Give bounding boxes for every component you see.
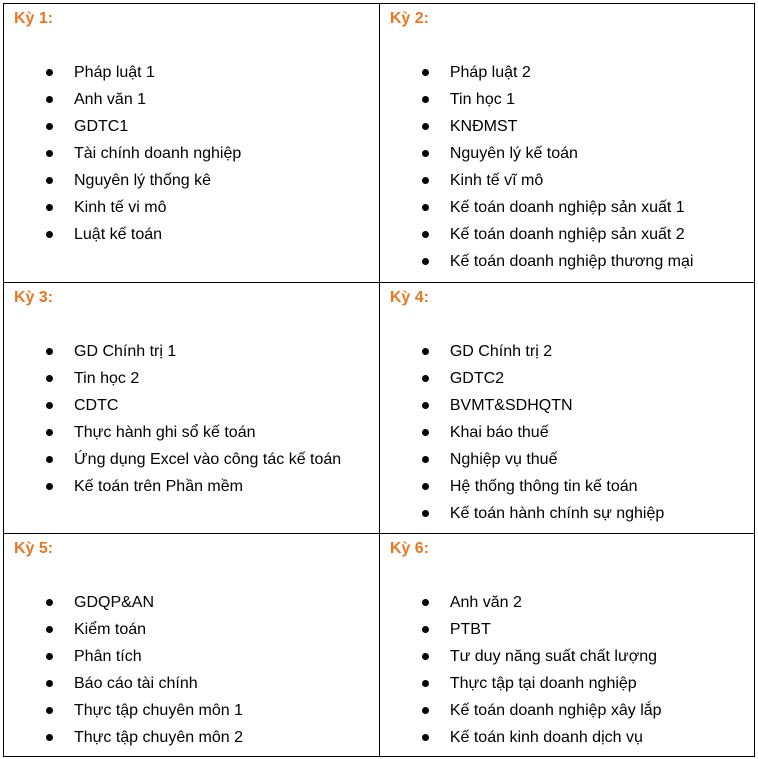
- course-label: Kế toán trên Phần mềm: [74, 478, 243, 495]
- term-cell: [379, 534, 754, 757]
- bullet-icon: [422, 483, 429, 490]
- course-item: [14, 616, 379, 643]
- bullet-icon: [422, 375, 429, 382]
- course-label: Kiểm toán: [74, 621, 147, 638]
- bullet-icon: [46, 177, 53, 184]
- bullet-icon: [46, 456, 53, 463]
- course-item: [14, 473, 379, 500]
- course-label: Anh văn 2: [449, 594, 522, 611]
- bullet-icon: [46, 69, 53, 76]
- bullet-icon: [46, 204, 53, 211]
- bullet-icon: [46, 150, 53, 157]
- bullet-icon: [422, 150, 429, 157]
- course-item: [14, 643, 379, 670]
- course-item: [14, 113, 379, 140]
- course-item: [14, 59, 379, 86]
- bullet-icon: [46, 599, 53, 606]
- course-label: Ứng dụng Excel vào công tác kế toán: [74, 451, 342, 468]
- course-label: Tư duy năng suất chất lượng: [449, 648, 657, 665]
- course-item: [14, 589, 379, 616]
- bullet-icon: [422, 599, 429, 606]
- bullet-icon: [422, 734, 429, 741]
- course-label: Thực tập tại doanh nghiệp: [449, 675, 637, 692]
- course-item: [390, 446, 754, 473]
- bullet-icon: [46, 231, 53, 238]
- course-item: [390, 194, 754, 221]
- course-item: [14, 140, 379, 167]
- course-item: [14, 670, 379, 697]
- term-cell: [4, 283, 380, 534]
- course-item: [390, 59, 754, 86]
- course-label: Thực tập chuyên môn 2: [74, 729, 244, 746]
- course-item: [14, 338, 379, 365]
- term-title: Kỳ 4:: [389, 289, 429, 306]
- table-row: [4, 283, 755, 534]
- bullet-icon: [46, 680, 53, 687]
- course-item: [14, 365, 379, 392]
- term-title: Kỳ 1:: [14, 10, 54, 27]
- course-label: BVMT&SDHQTN: [449, 397, 573, 414]
- course-label: Kế toán doanh nghiệp sản xuất 2: [449, 226, 685, 243]
- bullet-icon: [422, 680, 429, 687]
- course-item: [14, 446, 379, 473]
- course-item: [14, 194, 379, 221]
- course-item: [390, 473, 754, 500]
- course-label: GD Chính trị 2: [449, 343, 553, 360]
- bullet-icon: [46, 734, 53, 741]
- term-cell: [4, 4, 380, 283]
- course-label: Pháp luật 2: [449, 64, 531, 81]
- bullet-icon: [46, 375, 53, 382]
- course-item: [390, 113, 754, 140]
- curriculum-table: [3, 3, 755, 757]
- course-label: Kế toán doanh nghiệp thương mại: [449, 253, 694, 270]
- bullet-icon: [46, 626, 53, 633]
- bullet-icon: [422, 402, 429, 409]
- bullet-icon: [422, 456, 429, 463]
- term-cell: [379, 4, 754, 283]
- course-item: [14, 392, 379, 419]
- term-title: Kỳ 5:: [14, 540, 54, 557]
- bullet-icon: [46, 483, 53, 490]
- term-title: Kỳ 3:: [14, 289, 54, 306]
- course-label: Nguyên lý kế toán: [449, 145, 578, 162]
- course-label: Nguyên lý thống kê: [74, 172, 211, 189]
- course-list: [14, 338, 379, 500]
- course-item: [14, 724, 379, 751]
- course-item: [390, 643, 754, 670]
- course-label: Kế toán kinh doanh dịch vụ: [449, 729, 643, 746]
- course-item: [390, 724, 754, 751]
- course-label: KNĐMST: [449, 118, 518, 135]
- course-item: [390, 589, 754, 616]
- course-list: [14, 59, 379, 248]
- course-label: Anh văn 1: [74, 91, 147, 108]
- course-label: Thực tập chuyên môn 1: [74, 702, 244, 719]
- bullet-icon: [422, 626, 429, 633]
- course-label: GDTC1: [74, 118, 129, 135]
- table-row: [4, 4, 755, 283]
- bullet-icon: [46, 653, 53, 660]
- course-label: Tài chính doanh nghiệp: [74, 145, 242, 162]
- course-item: [390, 670, 754, 697]
- course-label: GDQP&AN: [74, 594, 155, 611]
- course-label: Kinh tế vĩ mô: [449, 172, 544, 189]
- bullet-icon: [46, 707, 53, 714]
- course-label: Kinh tế vi mô: [74, 199, 167, 216]
- bullet-icon: [46, 123, 53, 130]
- course-label: Kế toán hành chính sự nghiệp: [449, 505, 665, 522]
- course-list: [390, 59, 754, 275]
- course-label: Tin học 1: [449, 91, 516, 108]
- course-label: Kế toán doanh nghiệp sản xuất 1: [449, 199, 685, 216]
- course-item: [390, 365, 754, 392]
- course-label: Kế toán doanh nghiệp xây lắp: [449, 702, 662, 719]
- course-label: CDTC: [74, 397, 119, 414]
- course-item: [390, 392, 754, 419]
- bullet-icon: [422, 123, 429, 130]
- bullet-icon: [422, 69, 429, 76]
- course-item: [390, 248, 754, 275]
- course-label: Tin học 2: [74, 370, 140, 387]
- bullet-icon: [422, 429, 429, 436]
- bullet-icon: [422, 177, 429, 184]
- term-title: Kỳ 2:: [389, 10, 429, 27]
- course-label: Thực hành ghi sổ kế toán: [74, 424, 256, 441]
- course-label: GDTC2: [449, 370, 505, 387]
- course-list: [390, 589, 754, 751]
- course-item: [390, 167, 754, 194]
- course-label: PTBT: [449, 621, 491, 638]
- course-item: [390, 140, 754, 167]
- bullet-icon: [46, 348, 53, 355]
- term-cell: [379, 283, 754, 534]
- course-label: GD Chính trị 1: [74, 343, 177, 360]
- course-label: Báo cáo tài chính: [74, 675, 198, 692]
- course-label: Pháp luật 1: [74, 64, 155, 81]
- bullet-icon: [422, 707, 429, 714]
- bullet-icon: [422, 258, 429, 265]
- course-item: [390, 338, 754, 365]
- bullet-icon: [46, 96, 53, 103]
- course-item: [390, 86, 754, 113]
- bullet-icon: [422, 204, 429, 211]
- bullet-icon: [422, 96, 429, 103]
- course-item: [390, 419, 754, 446]
- table-row: [4, 534, 755, 757]
- term-title: Kỳ 6:: [389, 540, 429, 557]
- course-item: [14, 221, 379, 248]
- course-label: Luật kế toán: [74, 226, 163, 243]
- bullet-icon: [422, 653, 429, 660]
- course-item: [14, 86, 379, 113]
- course-item: [14, 697, 379, 724]
- course-label: Khai báo thuế: [449, 424, 549, 441]
- course-label: Nghiệp vụ thuế: [449, 451, 558, 468]
- bullet-icon: [46, 429, 53, 436]
- course-item: [390, 500, 754, 527]
- bullet-icon: [422, 348, 429, 355]
- bullet-icon: [422, 510, 429, 517]
- term-cell: [4, 534, 380, 757]
- course-item: [390, 221, 754, 248]
- course-list: [14, 589, 379, 751]
- course-label: Phân tích: [74, 648, 142, 665]
- course-item: [14, 419, 379, 446]
- course-list: [390, 338, 754, 527]
- course-label: Hệ thống thông tin kế toán: [449, 478, 638, 495]
- bullet-icon: [46, 402, 53, 409]
- course-item: [14, 167, 379, 194]
- bullet-icon: [422, 231, 429, 238]
- course-item: [390, 697, 754, 724]
- course-item: [390, 616, 754, 643]
